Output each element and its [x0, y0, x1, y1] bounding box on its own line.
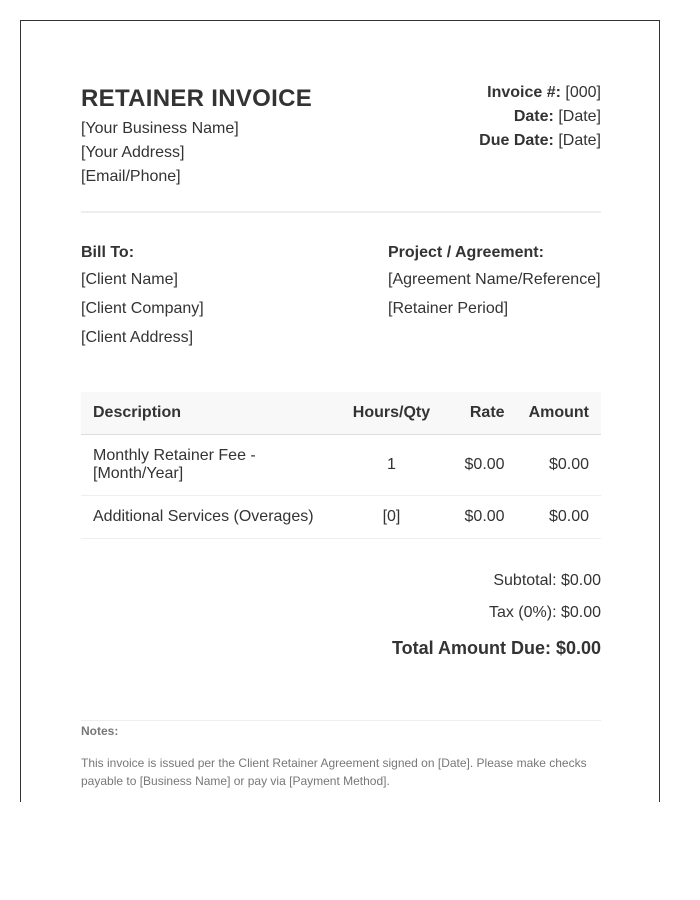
total-amount-due: Total Amount Due: $0.00 [391, 638, 601, 658]
invoice-content [81, 21, 601, 788]
row-qty: 1 [341, 435, 442, 496]
row-description [81, 435, 341, 496]
invoice-header [81, 21, 601, 213]
row-qty: [0] [341, 496, 442, 539]
totals-section [392, 569, 601, 661]
notes-label: Notes: [81, 724, 119, 738]
line-items-table [81, 392, 601, 539]
agreement-reference: [Agreement Name/Reference] [388, 271, 601, 288]
invoice-due-label: Due Date: [479, 132, 554, 149]
table-header-row [81, 392, 601, 435]
business-contact: [Email/Phone] [81, 168, 181, 185]
invoice-date-value: [Date] [558, 108, 601, 125]
business-address: [Your Address] [81, 144, 185, 161]
invoice-due-row [479, 129, 601, 153]
invoice-due-value: [Date] [558, 132, 601, 149]
bill-to-label: Bill To: [81, 244, 135, 261]
row-description-text: Additional Services (Overages) [93, 508, 314, 525]
tax: Tax (0%): $0.00 [488, 604, 601, 621]
header-rate: Rate [442, 392, 516, 435]
bill-to-section [81, 241, 204, 352]
row-rate: $0.00 [442, 435, 516, 496]
client-company: [Client Company] [81, 300, 204, 317]
invoice-number-value: [000] [565, 84, 601, 101]
notes-text: This invoice is issued per the Client Retainer Agreement signed on [Date]. Please make checks payable to [Business Name] or pay via [Payment Method]. [81, 756, 587, 788]
header-description: Description [81, 392, 341, 435]
subtotal: Subtotal: $0.00 [493, 572, 601, 589]
row-description [81, 496, 341, 539]
table-row [81, 435, 601, 496]
row-description-text: Monthly Retainer Fee - [Month/Year] [93, 447, 256, 482]
invoice-number-label: Invoice #: [487, 84, 561, 101]
row-amount: $0.00 [517, 435, 601, 496]
row-amount: $0.00 [517, 496, 601, 539]
business-info [81, 117, 239, 189]
client-name: [Client Name] [81, 271, 178, 288]
project-label: Project / Agreement: [388, 244, 544, 261]
project-section [388, 241, 601, 323]
invoice-date-row [479, 105, 601, 129]
header-hours-qty: Hours/Qty [341, 392, 442, 435]
row-rate: $0.00 [442, 496, 516, 539]
invoice-title: RETAINER INVOICE [81, 85, 313, 112]
retainer-period: [Retainer Period] [388, 300, 509, 317]
invoice-date-label: Date: [513, 108, 554, 125]
notes-section [81, 720, 601, 790]
invoice-meta [479, 81, 601, 153]
business-name: [Your Business Name] [81, 120, 239, 137]
header-amount: Amount [517, 392, 601, 435]
client-address: [Client Address] [81, 329, 194, 346]
invoice-page [20, 20, 660, 802]
invoice-number-row [479, 81, 601, 105]
table-row [81, 496, 601, 539]
